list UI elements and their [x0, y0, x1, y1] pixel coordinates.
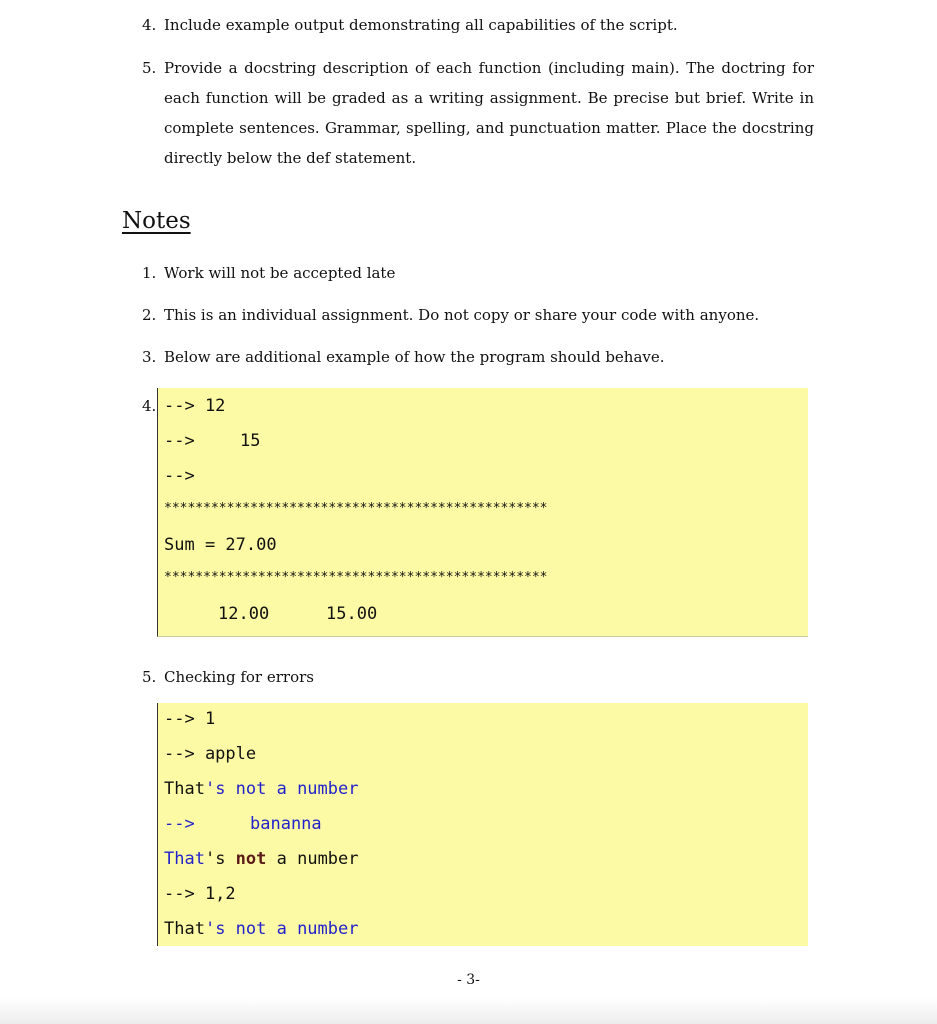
list-number: 2. — [142, 306, 157, 324]
code-block-error-example — [157, 703, 808, 946]
notes-heading: Notes — [122, 208, 191, 234]
code-line-input-1: --> 1 — [164, 709, 216, 729]
page-number: - 3- — [457, 972, 480, 988]
code-line-stars-top: ************************************************* — [164, 501, 548, 516]
list-text: Checking for errors — [164, 668, 314, 686]
code-line-input-bananna: bananna — [250, 814, 322, 834]
code-line-prompt: --> — [164, 431, 195, 451]
notes-item-4-number: 4. — [142, 397, 157, 415]
list-number: 5. — [142, 668, 157, 686]
list-text: Include example output demonstrating all capabilities of the script. — [164, 16, 678, 34]
code-line-stars-bottom: ************************************************* — [164, 570, 548, 585]
code-line-error-3: That's not a number — [164, 919, 359, 939]
code-line-input-12: --> 12 — [164, 396, 226, 416]
code-line-error-2: That's not a number — [164, 849, 359, 869]
list-text: Below are additional example of how the program should behave. — [164, 348, 665, 366]
bottom-fade — [0, 998, 937, 1024]
list-text: Provide a docstring description of each function (including main). The doctring for each function will be graded as a writing assignment. Be precise but brief. Write in complete sentences. Grammar, spelling, and punctuation matter. Place the docstring directly below the def statement. — [164, 59, 814, 167]
list-text: This is an individual assignment. Do not copy or share your code with anyone. — [164, 306, 760, 324]
list-text: Work will not be accepted late — [164, 264, 396, 282]
list-number: 5. — [142, 59, 157, 77]
code-line-sum: Sum = 27.00 — [164, 535, 277, 555]
code-line-error-1: That's not a number — [164, 779, 359, 799]
list-number: 3. — [142, 348, 157, 366]
code-line-input-apple: --> apple — [164, 744, 257, 764]
code-line-value-1: 12.00 — [218, 604, 270, 624]
code-line-prompt-empty: --> — [164, 466, 195, 486]
list-number: 4. — [142, 16, 157, 34]
code-line-value-2: 15.00 — [326, 604, 378, 624]
list-number: 1. — [142, 264, 157, 282]
code-line-input-1-2: --> 1,2 — [164, 884, 236, 904]
code-line-prompt-bananna: --> — [164, 814, 195, 834]
code-block-sum-example — [157, 388, 808, 637]
code-line-input-15: 15 — [240, 431, 261, 451]
